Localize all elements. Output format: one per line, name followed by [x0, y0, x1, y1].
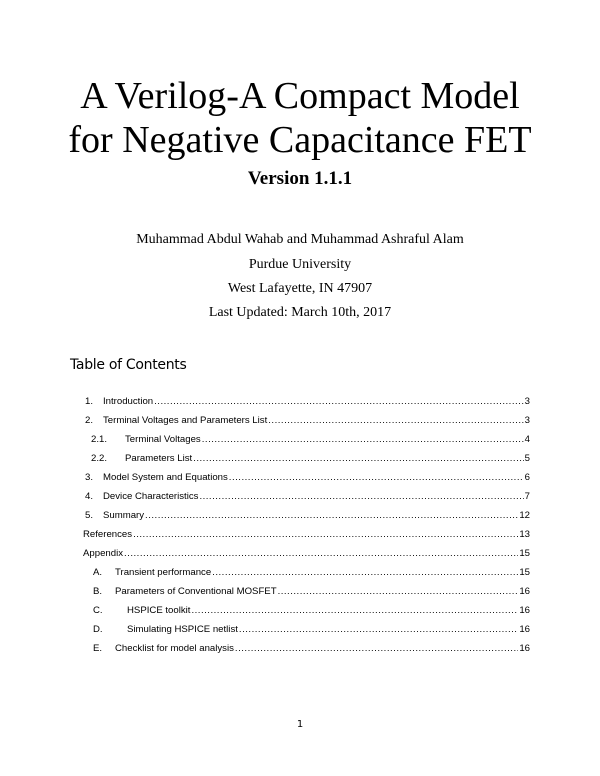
toc-entry-label: Simulating HSPICE netlist: [127, 624, 238, 635]
toc-entry-label: References: [83, 529, 133, 540]
toc-leader: [239, 624, 518, 635]
toc-entry-page: 15: [519, 567, 530, 578]
toc-entry-number: 2.: [85, 415, 94, 426]
university: Purdue University: [248, 257, 352, 272]
toc-entry-label: Transient performance: [115, 567, 212, 578]
toc-heading: Table of Contents: [70, 357, 187, 373]
toc-leader: [133, 529, 518, 540]
toc-entry-label: Checklist for model analysis: [115, 643, 234, 654]
toc-entry-number: 2.2.: [91, 453, 108, 464]
toc-entry-number: 3.: [85, 472, 94, 483]
toc-entry-device-characteristics[interactable]: [85, 491, 530, 505]
toc-entry-label: Parameters List: [125, 453, 193, 464]
toc-entry-page: 13: [519, 529, 530, 540]
toc-leader: [229, 472, 524, 483]
toc-leader: [145, 510, 518, 521]
toc-entry-page: 3: [524, 415, 530, 426]
toc-leader: [235, 643, 518, 654]
toc-entry-number: A.: [93, 567, 103, 578]
toc-entry-page: 7: [524, 491, 530, 502]
last-updated: Last Updated: March 10th, 2017: [208, 305, 392, 320]
toc-entry-number: C.: [93, 605, 103, 616]
toc-entry-page: 3: [524, 396, 530, 407]
toc-leader: [278, 586, 519, 597]
toc-entry-label: Parameters of Conventional MOSFET: [115, 586, 277, 597]
toc-leader: [124, 548, 518, 559]
toc-leader: [202, 434, 524, 445]
toc-entry-label: Appendix: [83, 548, 124, 559]
toc-entry-introduction[interactable]: [85, 396, 530, 410]
toc-leader: [191, 605, 518, 616]
toc-entry-page: 16: [519, 643, 530, 654]
toc-entry-page: 16: [519, 605, 530, 616]
toc-entry-checklist[interactable]: [85, 643, 530, 657]
toc-entry-page: 12: [519, 510, 530, 521]
toc-leader: [193, 453, 523, 464]
toc-entry-label: Device Characteristics: [103, 491, 199, 502]
toc-entry-page: 16: [519, 624, 530, 635]
toc-entry-model-system[interactable]: [85, 472, 530, 486]
toc-entry-label: Summary: [103, 510, 145, 521]
toc-entry-label: Introduction: [103, 396, 154, 407]
title-line-2: for Negative Capacitance FET: [68, 119, 532, 161]
toc-entry-conventional-mosfet[interactable]: [85, 586, 530, 600]
toc-entry-number: 1.: [85, 396, 94, 407]
toc-entry-terminal-voltages-params[interactable]: [85, 415, 530, 429]
page-number: 1: [296, 719, 304, 730]
toc-entry-label: Model System and Equations: [103, 472, 228, 483]
toc-entry-transient-performance[interactable]: [85, 567, 530, 581]
toc-entry-appendix[interactable]: [83, 548, 530, 562]
version-label: Version 1.1.1: [247, 168, 353, 189]
toc-entry-hspice-toolkit[interactable]: [85, 605, 530, 619]
location: West Lafayette, IN 47907: [227, 281, 373, 296]
toc-entry-summary[interactable]: [85, 510, 530, 524]
title-line-1: A Verilog-A Compact Model: [80, 75, 520, 117]
toc-entry-label: Terminal Voltages: [125, 434, 201, 445]
toc-entry-label: HSPICE toolkit: [127, 605, 191, 616]
toc-entry-number: 4.: [85, 491, 94, 502]
toc-entry-page: 4: [524, 434, 530, 445]
toc-entry-number: D.: [93, 624, 103, 635]
toc-leader: [212, 567, 518, 578]
toc-entry-page: 5: [524, 453, 530, 464]
toc-entry-number: B.: [93, 586, 103, 597]
toc-entry-page: 15: [519, 548, 530, 559]
toc-entry-parameters-list[interactable]: [85, 453, 530, 467]
toc-entry-number: 5.: [85, 510, 94, 521]
toc-entry-page: 16: [519, 586, 530, 597]
toc-leader: [154, 396, 524, 407]
toc-leader: [268, 415, 523, 426]
toc-leader: [199, 491, 523, 502]
toc-entry-number: E.: [93, 643, 103, 654]
toc-entry-label: Terminal Voltages and Parameters List: [103, 415, 268, 426]
toc-entry-page: 6: [524, 472, 530, 483]
toc-entry-references[interactable]: [83, 529, 530, 543]
toc-entry-terminal-voltages[interactable]: [85, 434, 530, 448]
toc-entry-number: 2.1.: [91, 434, 108, 445]
toc-entry-simulating-hspice[interactable]: [85, 624, 530, 638]
authors: Muhammad Abdul Wahab and Muhammad Ashraful Alam: [136, 232, 464, 247]
